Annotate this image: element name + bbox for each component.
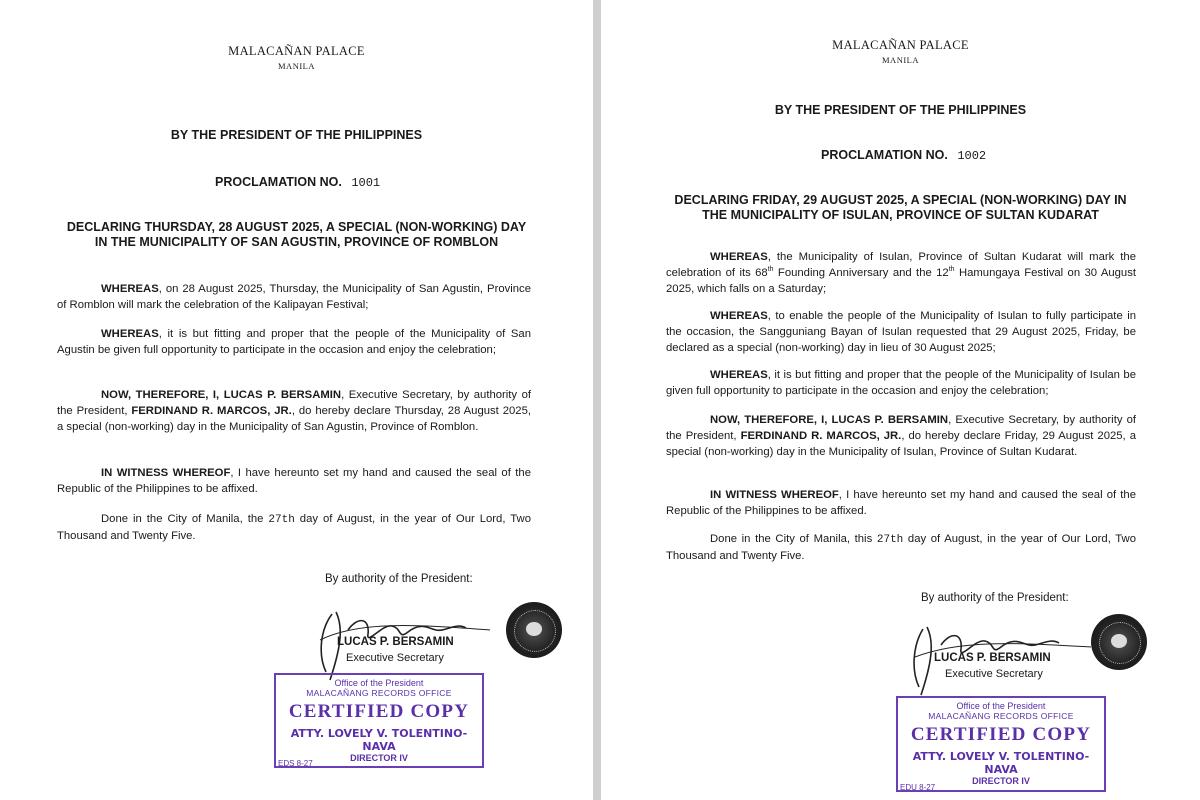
stamp-director-name: ATTY. LOVELY V. TOLENTINO-NAVA [290, 727, 468, 753]
proclamation-title-line2: IN THE MUNICIPALITY OF SAN AGUSTIN, PROVINCE OF ROMBLON [94, 235, 499, 249]
city-header: MANILA [278, 61, 315, 71]
proclamation-page-1002 [601, 0, 1200, 800]
stamp-director-title: DIRECTOR IV [350, 753, 408, 763]
done-paragraph: Done in the City of Manila, this 27th day of August, in the year of Our Lord, Two Thousand and Twenty Five. [666, 533, 1136, 562]
palace-header: MALACAÑAN PALACE [228, 44, 365, 58]
whereas-paragraph-3: WHEREAS, it is but fitting and proper that the people of the Municipality of Isulan be given full opportunity to participate in the occasion and enjoy the celebration; [666, 369, 1136, 397]
official-seal-icon [506, 602, 562, 658]
stamp-records-office: MALACAÑANG RECORDS OFFICE [928, 711, 1074, 721]
signatory-name: LUCAS P. BERSAMIN [337, 636, 454, 648]
proclamation-label: PROCLAMATION NO. [215, 175, 342, 189]
whereas-paragraph-2: WHEREAS, to enable the people of the Municipality of Isulan to fully participate in the occasion, the Sangguniang Bayan of Isulan requested that 29 August 2025, Friday, be declared as a special (non-working) day in lieu of 30 August 2025; [666, 310, 1136, 354]
stamp-director-title: DIRECTOR IV [972, 776, 1030, 786]
now-therefore-paragraph: NOW, THEREFORE, I, LUCAS P. BERSAMIN, Executive Secretary, by authority of the President, FERDINAND R. MARCOS, JR., do hereby declare Friday, 29 August 2025, a special (non-working) day in the Municipality of Isulan, Province of Sultan Kudarat. [666, 414, 1137, 458]
proclamation-number [215, 175, 380, 190]
city-header: MANILA [882, 55, 919, 65]
stamp-initials: EDS 8-27 [278, 759, 313, 768]
authority-line: By authority of the President: [921, 592, 1069, 604]
signatory-role: Executive Secretary [945, 668, 1043, 680]
stamp-certified-copy: CERTIFIED COPY [910, 724, 1092, 745]
by-president-heading: BY THE PRESIDENT OF THE PHILIPPINES [170, 128, 423, 142]
stamp-office: Office of the President [334, 678, 424, 688]
proclamation-no-value: 1001 [351, 176, 381, 190]
whereas-paragraph-1: WHEREAS, on 28 August 2025, Thursday, the Municipality of San Agustin, Province of Romblon will mark the celebration of the Kalipayan Festival; [57, 283, 531, 311]
stamp-certified-copy: CERTIFIED COPY [288, 701, 470, 722]
signatory-role: Executive Secretary [346, 652, 444, 664]
proclamation-page-1001 [0, 0, 593, 800]
witness-paragraph: IN WITNESS WHEREOF, I have hereunto set my hand and caused the seal of the Republic of the Philippines to be affixed. [57, 467, 531, 495]
certified-copy-stamp [274, 673, 484, 768]
proclamation-no-value: 1002 [957, 149, 987, 163]
page-divider [593, 0, 601, 800]
official-seal-icon [1091, 614, 1147, 670]
proclamation-title-line1: DECLARING THURSDAY, 28 AUGUST 2025, A SPECIAL (NON-WORKING) DAY [66, 220, 527, 234]
proclamation-number [821, 148, 986, 163]
proclamation-label: PROCLAMATION NO. [821, 148, 948, 162]
whereas-paragraph-1: WHEREAS, the Municipality of Isulan, Province of Sultan Kudarat will mark the celebration of its 68th Founding Anniversary and the 12th Hamungaya Festival on 30 August 2025, which falls on a Saturday; [666, 251, 1136, 295]
signatory-name: LUCAS P. BERSAMIN [934, 652, 1051, 664]
whereas-paragraph-2: WHEREAS, it is but fitting and proper that the people of the Municipality of San Agustin be given full opportunity to participate in the occasion and enjoy the celebration; [57, 328, 531, 356]
proclamation-title-line1: DECLARING FRIDAY, 29 AUGUST 2025, A SPECIAL (NON-WORKING) DAY IN [674, 193, 1127, 207]
stamp-director-name: ATTY. LOVELY V. TOLENTINO-NAVA [912, 750, 1090, 776]
stamp-office: Office of the President [956, 701, 1046, 711]
now-therefore-paragraph: NOW, THEREFORE, I, LUCAS P. BERSAMIN, Executive Secretary, by authority of the President, FERDINAND R. MARCOS, JR., do hereby declare Thursday, 28 August 2025, a special (non-working) day in the Municipality of San Agustin, Province of Romblon. [57, 389, 532, 433]
done-paragraph: Done in the City of Manila, the 27th day of August, in the year of Our Lord, Two Thousand and Twenty Five. [57, 513, 531, 542]
palace-header: MALACAÑAN PALACE [832, 38, 969, 52]
authority-line: By authority of the President: [325, 573, 473, 585]
stamp-records-office: MALACAÑANG RECORDS OFFICE [306, 688, 452, 698]
by-president-heading: BY THE PRESIDENT OF THE PHILIPPINES [774, 103, 1027, 117]
witness-paragraph: IN WITNESS WHEREOF, I have hereunto set my hand and caused the seal of the Republic of the Philippines to be affixed. [666, 489, 1136, 517]
certified-copy-stamp [896, 696, 1106, 792]
proclamation-title-line2: THE MUNICIPALITY OF ISULAN, PROVINCE OF SULTAN KUDARAT [702, 208, 1099, 222]
stamp-initials: EDU 8-27 [900, 783, 936, 792]
